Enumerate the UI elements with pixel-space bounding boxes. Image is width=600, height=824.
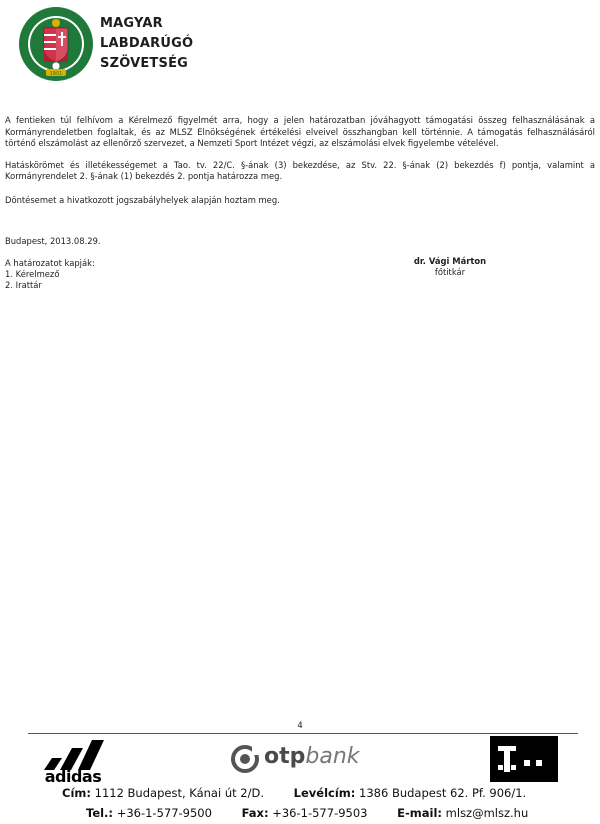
tel-value: +36-1-577-9500 [116, 806, 212, 820]
mlsz-crest-logo [18, 6, 94, 82]
recipient-item: 2. Irattár [5, 280, 42, 290]
document-date: Budapest, 2013.08.29. [5, 236, 101, 246]
telekom-logo [490, 736, 558, 782]
contact-phone-row [86, 806, 528, 820]
recipient-item: 1. Kérelmező [5, 269, 60, 279]
recipients-title: A határozatot kapják: [5, 258, 95, 268]
tel-label: Tel.: [86, 806, 114, 820]
telekom-t-icon [490, 736, 558, 782]
address-label: Cím: [62, 786, 91, 800]
fax-label: Fax: [241, 806, 269, 820]
org-name-line-2: LABDARÚGÓ [100, 36, 194, 51]
signature-block [400, 256, 500, 278]
paragraph-jurisdiction: Hatáskörömet és illetékességemet a Tao. tv. 22/C. §-ának (3) bekezdése, az Stv. 22. §-ának (2) bekezdés f) pontja, valamint a Kormányrendelet 2. §-ának (1) bekezdés 2. pontja határozza meg. [5, 159, 595, 181]
address-value: 1112 Budapest, Kánai út 2/D. [94, 786, 264, 800]
contact-address-row [62, 786, 526, 800]
org-name-line-1: MAGYAR [100, 16, 163, 31]
document-body [5, 115, 595, 216]
email-label: E-mail: [397, 806, 443, 820]
bank-light-text: bank [305, 744, 360, 769]
otpbank-logo [230, 742, 380, 776]
letterhead [18, 6, 318, 86]
otp-swirl-icon [230, 744, 260, 774]
adidas-wordmark: adidas [44, 767, 102, 786]
mail-address-label: Levélcím: [293, 786, 356, 800]
otpbank-wordmark [264, 744, 360, 769]
email-link[interactable]: mlsz@mlsz.hu [445, 806, 529, 820]
signatory-name: dr. Vági Márton [413, 256, 487, 266]
adidas-stripes-icon [38, 738, 108, 770]
paragraph-support-usage: A fentieken túl felhívom a Kérelmező figyelmét arra, hogy a jelen határozatban jóváhagyott támogatási összeg felhasználásának a Kormányrendeletben foglaltak, és az MLSZ Elnökségének értékelési elveivel összhangban kell történnie. A támogatás felhasználásáról történő elszámolást az ellenőrző szervezet, a Nemzeti Sport Intézet végzi, az elszámolási elvek figyelembe vételével. [5, 115, 595, 148]
signatory-title: főtitkár [434, 267, 466, 277]
logo-year: 1901 [49, 71, 63, 77]
organization-name [100, 14, 193, 74]
recipients-block [5, 258, 95, 291]
fax-value: +36-1-577-9503 [272, 806, 368, 820]
footer-divider [28, 733, 578, 734]
page-number: 4 [297, 720, 303, 730]
org-name-line-3: SZÖVETSÉG [100, 56, 189, 71]
adidas-logo [38, 738, 108, 788]
mail-address-value: 1386 Budapest 62. Pf. 906/1. [359, 786, 527, 800]
otp-bold-text: otp [264, 744, 306, 769]
paragraph-decision: Döntésemet a hivatkozott jogszabályhelyek alapján hoztam meg. [5, 194, 280, 205]
